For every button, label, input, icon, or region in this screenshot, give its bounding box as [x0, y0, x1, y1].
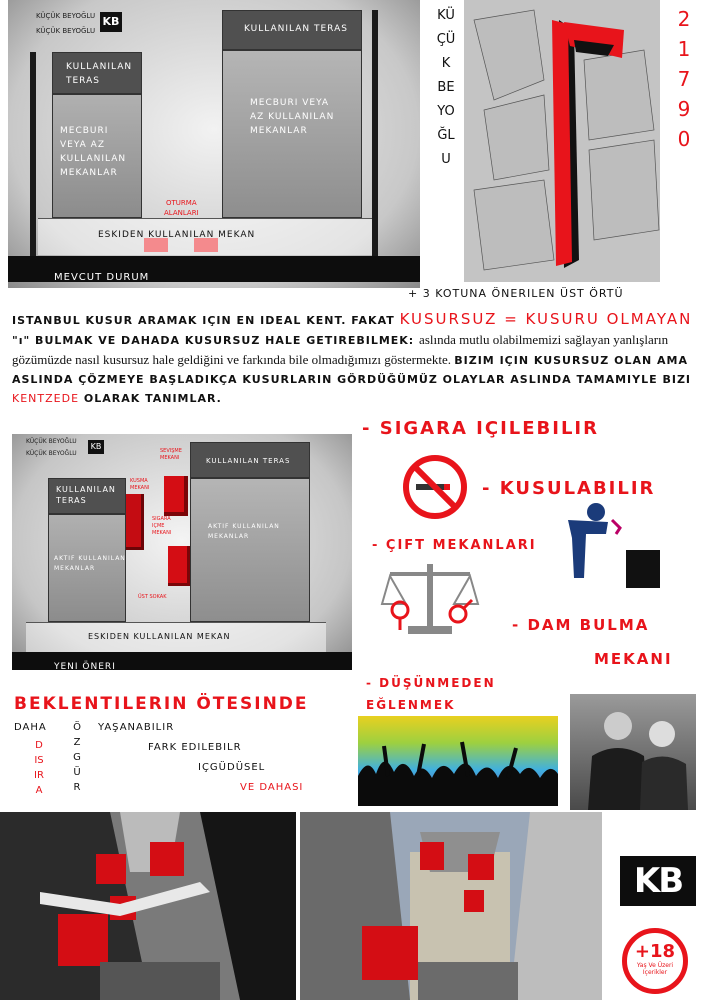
kb-mark: KB [88, 440, 104, 454]
kb-logo: KB [620, 856, 696, 906]
sevisme-label: SEVIŞME MEKANI [160, 448, 182, 461]
feature-party-line1: - DÜŞÜNMEDEN [366, 676, 496, 690]
current-section-panel [8, 0, 420, 288]
gender-scale-icon [380, 560, 480, 636]
paragraph-caps-c: BIZIM IÇIN KUSURSUZ OLAN AMA ASLINDA ÇÖZMEYE BAŞLADIKÇA KUSURLARIN GÖRDÜĞÜMÜZ OLAYLAR ASLINDA TAMAMIYLE BIZI [12, 354, 692, 386]
roof-terrace-right-label: KULLANILAN TERAS [206, 457, 291, 465]
roof-plan-image [464, 0, 660, 282]
render-left [0, 812, 296, 1000]
kusma-box [126, 494, 144, 550]
active-right-label: AKTIF KULLANILAN MEKANLAR [208, 523, 280, 540]
age-number: +18 [634, 941, 676, 962]
party-crowd-image [358, 716, 558, 806]
beyond-icgudusel: IÇGÜDÜSEL [198, 762, 266, 773]
feature-roof-line1: - DAM BULMA [512, 616, 650, 634]
beyond-disiplin: DISIRA [34, 740, 44, 796]
ust-sokak-label: ÜST SOKAK [138, 594, 167, 600]
new-proposal-label: YENI ÖNERI [54, 662, 116, 670]
mandatory-right-label: MECBURI VEYA AZ KULLANILAN MEKANLAR [250, 98, 335, 136]
beyond-fark: FARK EDILEBILR [148, 742, 242, 753]
age-text: Yaş Ve Üzeri Içerikler [636, 962, 674, 976]
paragraph-caps-a: ISTANBUL KUSUR ARAMAK IÇIN EN IDEAL KENT. FAKAT [12, 314, 400, 327]
brand-text: KÜÇÜK BEYOĞLU [26, 438, 77, 445]
intro-paragraph [12, 310, 694, 408]
kusma-label: KUSMA MEKANI [130, 478, 150, 491]
left-wall [30, 52, 36, 256]
paragraph-highlight: KUSURSUZ = KUSURU OLMAYAN [399, 310, 693, 328]
age-badge [622, 928, 688, 994]
sigara-label: SIGARA IÇME MEKANI [152, 516, 172, 536]
paragraph-caps-d: OLARAK TANIMLAR. [79, 392, 222, 405]
vertical-number: 21790 [677, 7, 691, 151]
kb-mark: KB [100, 12, 122, 32]
seating-label: OTURMA ALANLARI [164, 199, 199, 217]
beyond-daha: DAHA [14, 722, 47, 733]
paragraph-kentzede: KENTZEDE [12, 392, 80, 405]
feature-vomit: - KUSULABILIR [482, 478, 656, 499]
feature-smoking: - SIGARA IÇILEBILIR [362, 418, 599, 439]
no-smoking-icon [402, 454, 468, 520]
mandatory-left-label: MECBURI VEYA AZ KULLANILAN MEKANLAR [60, 126, 127, 178]
paragraph-caps-b: "ı" BULMAK VE DAHADA KUSURSUZ HALE GETIREBILMEK: [12, 334, 420, 347]
plan-caption: + 3 KOTUNA ÖNERILEN ÜST ÖRTÜ [408, 287, 624, 300]
roof-terrace-left-label: KULLANILAN TERAS [56, 485, 116, 505]
vomit-person-icon [548, 498, 668, 592]
brand-text: KÜÇÜK BEYOĞLU [36, 27, 96, 35]
right-wall [372, 10, 378, 256]
sevisme-box [164, 476, 188, 516]
couple-photo [570, 694, 696, 810]
sigara-box [168, 546, 190, 586]
brand-text: KÜÇÜK BEYOĞLU [36, 12, 96, 20]
beyond-vedahasi: VE DAHASI [240, 782, 304, 793]
current-state-label: MEVCUT DURUM [54, 272, 150, 283]
proposal-section-panel [12, 434, 352, 670]
old-space-label: ESKIDEN KULLANILAN MEKAN [98, 230, 256, 240]
old-space-label: ESKIDEN KULLANILAN MEKAN [88, 632, 231, 641]
active-left-label: AKTIF KULLANILAN MEKANLAR [54, 555, 126, 572]
beyond-yasanabilir: YAŞANABILIR [98, 722, 175, 733]
roof-terrace-right-label: KULLANILAN TERAS [244, 24, 348, 34]
roof-terrace-left-label: KULLANILAN TERAS [66, 62, 133, 86]
beyond-ozgur: ÖZGÜR [73, 722, 81, 793]
feature-party-line2: EĞLENMEK [366, 698, 456, 712]
vertical-title: KÜÇÜK BEYOĞLU [436, 8, 456, 167]
feature-roof-line2: MEKANI [594, 650, 673, 668]
beyond-title: BEKLENTILERIN ÖTESINDE [14, 694, 309, 714]
render-right [300, 812, 602, 1000]
right-tower [190, 478, 310, 622]
feature-couple: - ÇIFT MEKANLARI [372, 538, 537, 553]
brand-text: KÜÇÜK BEYOĞLU [26, 450, 77, 457]
paragraph-serif: aslında mutlu olabilmemizi sağlayan yanlışların gözümüzde nasıl kusursuz hale geldiğini ve farkında bile olmadığımızı göstermekte. [12, 332, 669, 367]
roof-plan-svg [464, 0, 660, 282]
